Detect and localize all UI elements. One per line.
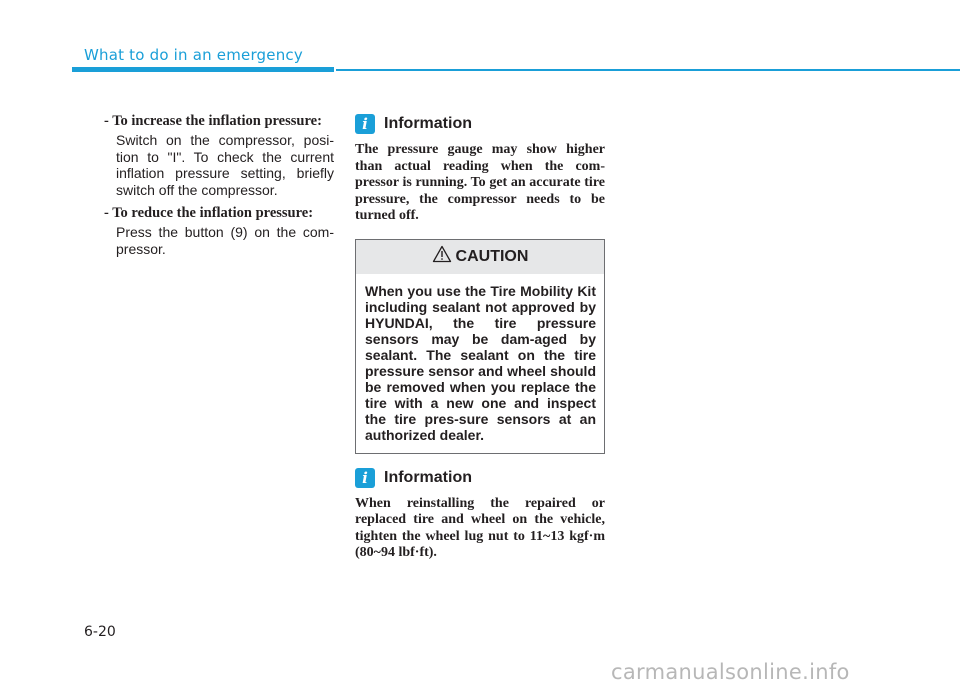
page-number: 6-20 — [84, 624, 116, 640]
watermark: carmanualsonline.info — [611, 660, 850, 684]
information-block-lug-nut — [355, 466, 605, 562]
info-icon: i — [355, 468, 375, 488]
reduce-pressure-heading: - To reduce the inflation pressure: — [104, 205, 314, 221]
caution-title: CAUTION — [455, 247, 529, 265]
left-column — [104, 112, 334, 263]
right-column — [355, 112, 605, 562]
information-text: The pressure gauge may show higher than actual reading when the com-pressor is running. To get an accurate tire pressure, the compressor needs to be turned off. — [355, 142, 605, 223]
increase-pressure-heading: - To increase the inflation pressure: — [104, 113, 322, 129]
header-rule — [336, 69, 960, 71]
information-header — [355, 466, 605, 490]
info-icon: i — [355, 114, 375, 134]
information-title: Information — [384, 115, 472, 132]
information-block-pressure-gauge — [355, 112, 605, 225]
increase-pressure-text: Switch on the compressor, posi-tion to "I". To check the current inflation pressure setting, briefly switch off the compressor. — [116, 132, 334, 198]
information-header — [355, 112, 605, 136]
caution-text: When you use the Tire Mobility Kit including sealant not approved by HYUNDAI, the tire pressure sensors may be dam-aged by sealant. The sealant on the tire pressure sensor and wheel should be removed when you replace the tire with a new one and inspect the tire pres-sure sensors at an authorized dealer. — [365, 282, 596, 443]
caution-header — [356, 240, 604, 274]
warning-triangle-icon — [432, 245, 452, 268]
reduce-pressure-text: Press the button (9) on the com-pressor. — [116, 224, 334, 257]
information-title: Information — [384, 468, 472, 486]
caution-box — [355, 239, 605, 454]
information-text: When reinstalling the repaired or replaced tire and wheel on the vehicle, tighten the wheel lug nut to 11~13 kgf·m (80~94 lbf·ft). — [355, 495, 605, 560]
section-title: What to do in an emergency — [84, 46, 303, 64]
header-accent-bar — [72, 67, 334, 72]
